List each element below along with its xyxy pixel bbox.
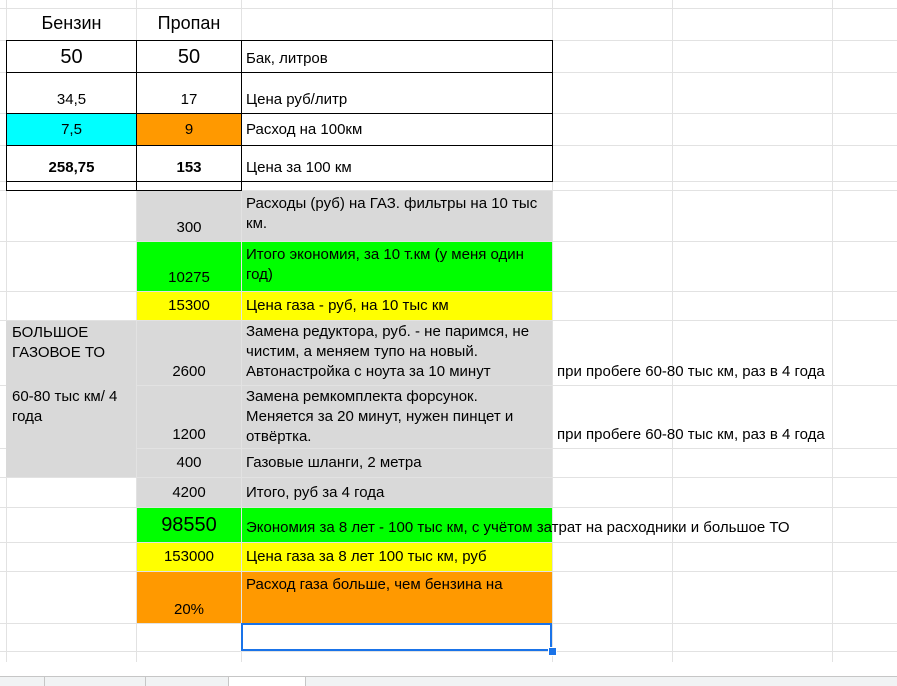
total4-value-cell[interactable]: 4200 bbox=[137, 478, 241, 507]
reducer-note-cell[interactable]: при пробеге 60-80 тыс км, раз в 4 года bbox=[557, 363, 825, 380]
grid-line bbox=[0, 651, 897, 652]
big-service-interval: 60-80 тыс км/ 4 года bbox=[12, 388, 118, 425]
tank-label-cell[interactable]: Бак, литров bbox=[241, 40, 553, 73]
hoses-label-cell[interactable]: Газовые шланги, 2 метра bbox=[242, 449, 552, 477]
filters-label-cell[interactable]: Расходы (руб) на ГАЗ. фильтры на 10 тыс км. bbox=[242, 191, 552, 241]
propan-price-cell[interactable]: 17 bbox=[136, 72, 242, 114]
injectors-value-cell[interactable]: 1200 bbox=[137, 386, 241, 448]
big-service-title: БОЛЬШОЕ ГАЗОВОЕ ТО bbox=[12, 324, 106, 361]
savings8-label-cell[interactable]: Экономия за 8 лет - 100 тыс км, с учётом затрат на расходники и большое ТО bbox=[246, 519, 790, 536]
price-label-cell[interactable]: Цена руб/литр bbox=[241, 72, 553, 114]
propan-tank-cell[interactable]: 50 bbox=[136, 40, 242, 73]
big-service-block[interactable] bbox=[6, 321, 136, 477]
reducer-value-cell[interactable]: 2600 bbox=[137, 321, 241, 385]
benzin-usage-cell[interactable]: 7,5 bbox=[6, 113, 137, 146]
hoses-value-cell[interactable]: 400 bbox=[137, 449, 241, 477]
usage-diff-label-cell[interactable]: Расход газа больше, чем бензина на bbox=[242, 572, 552, 623]
header-propan[interactable]: Пропан bbox=[157, 13, 221, 33]
reducer-label-cell[interactable]: Замена редуктора, руб. - не паримся, не чистим, а меняем тупо на новый. Автонастройка с ноута за 10 минут bbox=[242, 321, 552, 385]
usage-diff-value-cell[interactable]: 20% bbox=[137, 572, 241, 623]
gas10-label-cell[interactable]: Цена газа - руб, на 10 тыс км bbox=[242, 292, 552, 320]
gas10-value-cell[interactable]: 15300 bbox=[137, 292, 241, 320]
filters-value-cell[interactable]: 300 bbox=[137, 191, 241, 241]
benzin-tank-cell[interactable]: 50 bbox=[6, 40, 137, 73]
header-benzin[interactable]: Бензин bbox=[41, 13, 102, 33]
savings8-value-cell[interactable]: 98550 bbox=[137, 508, 241, 542]
usage-label-cell[interactable]: Расход на 100км bbox=[241, 113, 553, 146]
propan-cost100-cell[interactable]: 153 bbox=[136, 145, 242, 182]
cost100-label-cell[interactable]: Цена за 100 км bbox=[241, 145, 553, 182]
benzin-cost100-cell[interactable]: 258,75 bbox=[6, 145, 137, 182]
injectors-label-cell[interactable]: Замена ремкомплекта форсунок. Меняется за 20 минут, нужен пинцет и отвёртка. bbox=[242, 386, 552, 448]
fill-handle[interactable] bbox=[548, 647, 557, 656]
gas8-label-cell[interactable]: Цена газа за 8 лет 100 тыс км, руб bbox=[242, 543, 552, 571]
injectors-note-cell[interactable]: при пробеге 60-80 тыс км, раз в 4 года bbox=[557, 426, 825, 443]
grid-line bbox=[832, 0, 833, 662]
gas8-value-cell[interactable]: 153000 bbox=[137, 543, 241, 571]
savings10-label-cell[interactable]: Итого экономия, за 10 т.км (у меня один год) bbox=[242, 242, 552, 291]
savings10-value-cell[interactable]: 10275 bbox=[137, 242, 241, 291]
empty-cell[interactable] bbox=[136, 181, 242, 191]
propan-usage-cell[interactable]: 9 bbox=[136, 113, 242, 146]
total4-label-cell[interactable]: Итого, руб за 4 года bbox=[242, 478, 552, 507]
benzin-price-cell[interactable]: 34,5 bbox=[6, 72, 137, 114]
selected-cell[interactable] bbox=[241, 623, 552, 651]
empty-cell[interactable] bbox=[6, 181, 137, 191]
